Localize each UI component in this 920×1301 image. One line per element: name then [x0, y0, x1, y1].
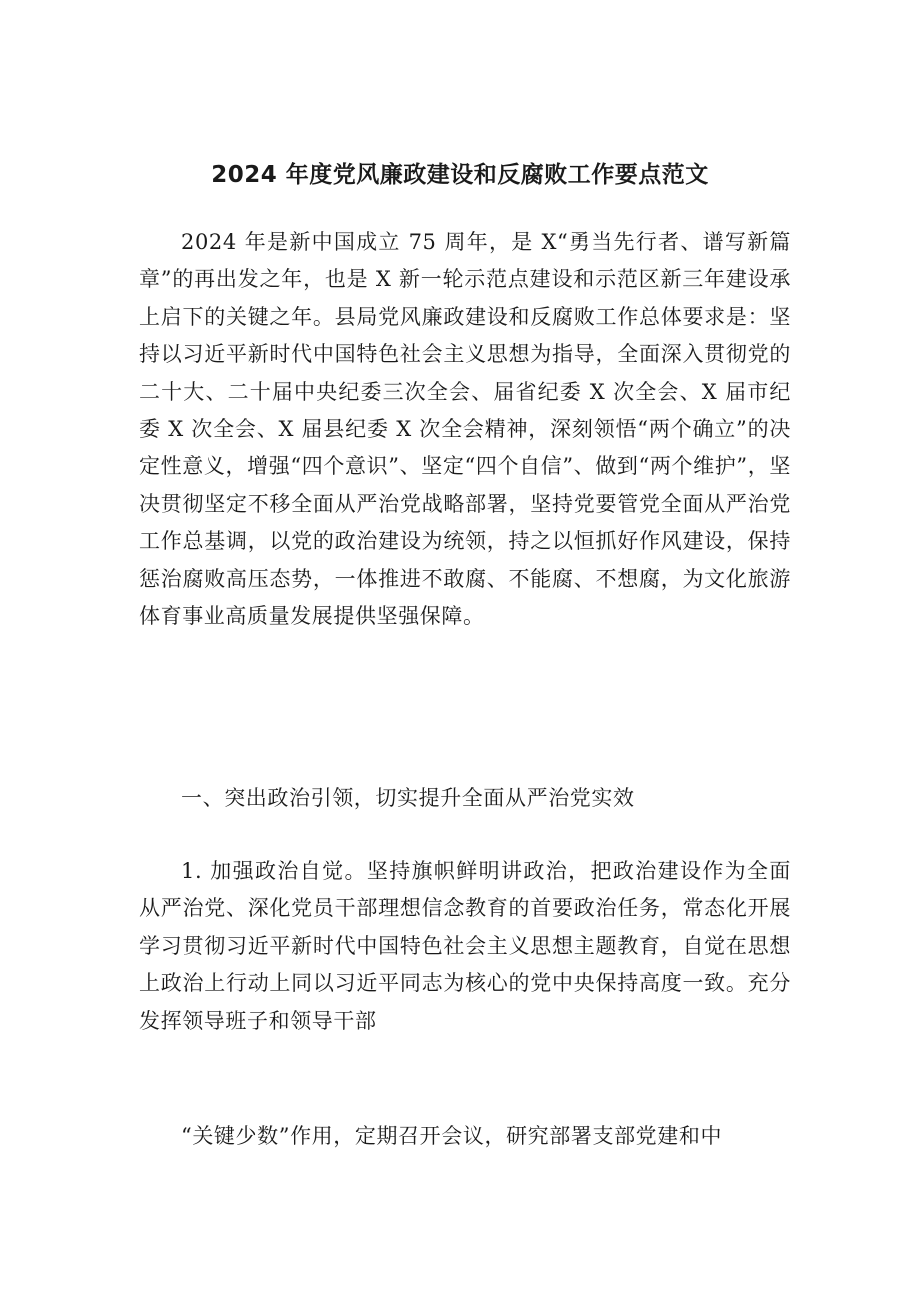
section-heading: 一、突出政治引领，切实提升全面从严治党实效	[181, 786, 635, 810]
document-title: 2024 年度党风廉政建设和反腐败工作要点范文	[211, 162, 709, 189]
body-paragraph-continued: “关键少数”作用，定期召开会议，研究部署支部党建和中	[181, 1124, 723, 1148]
body-paragraph: 1. 加强政治自觉。坚持旗帜鲜明讲政治，把政治建设作为全面从严治党、深化党员干部理想信念教育的首要政治任务，常态化开展学习贯彻习近平新时代中国特色社会主义思想主题教育，自觉在思想上政治上行动上同以习近平同志为核心的党中央保持高度一致。充分发挥领导班子和领导干部	[139, 859, 791, 1033]
intro-paragraph: 2024 年是新中国成立 75 周年，是 X“勇当先行者、谱写新篇章”的再出发之年，也是 X 新一轮示范点建设和示范区新三年建设承上启下的关键之年。县局党风廉政建设和反腐败工作总体要求是：坚持以习近平新时代中国特色社会主义思想为指导，全面深入贯彻党的二十大、二十届中央纪委三次全会、届省纪委 X 次全会、X 届市纪委 X 次全会、X 届县纪委 X 次全会精神，深刻领悟“两个确立”的决定性意义，增强“四个意识”、坚定“四个自信”、做到“两个维护”，坚决贯彻坚定不移全面从严治党战略部署，坚持党要管党全面从严治党工作总基调，以党的政治建设为统领，持之以恒抓好作风建设，保持惩治腐败高压态势，一体推进不敢腐、不能腐、不想腐，为文化旅游体育事业高质量发展提供坚强保障。	[139, 230, 791, 629]
